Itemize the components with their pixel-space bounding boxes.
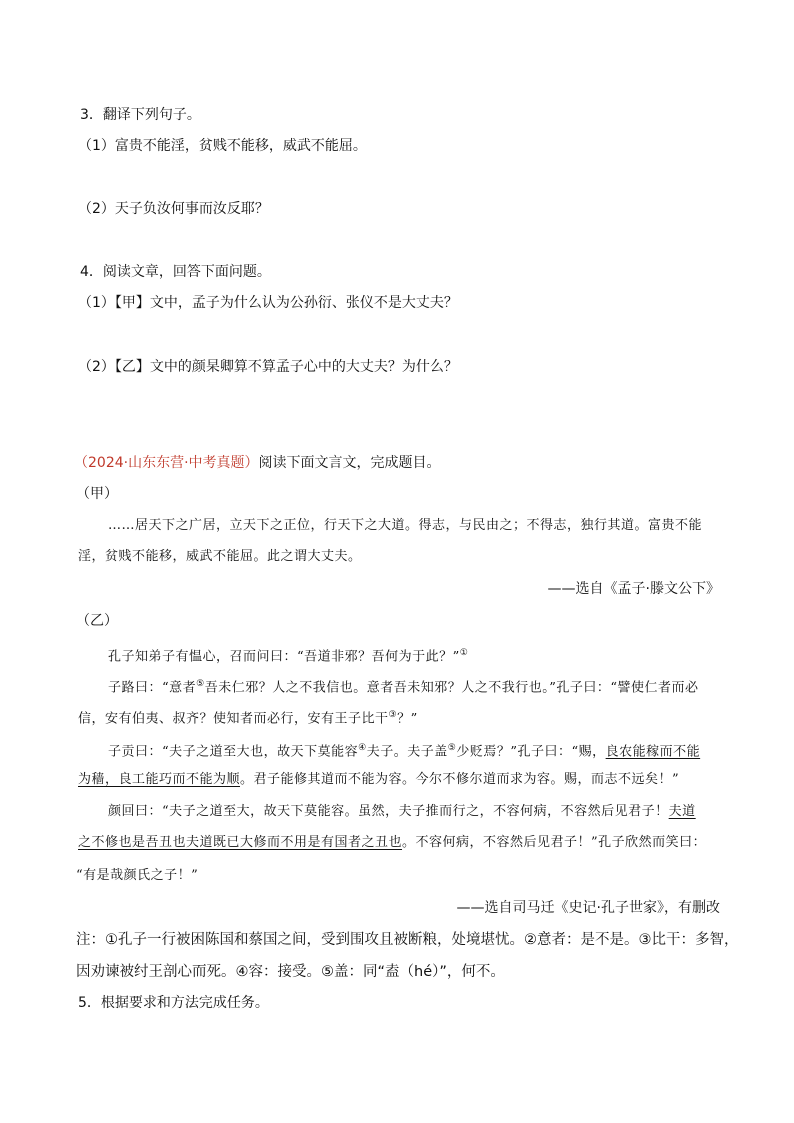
yi-credit: ——选自司马迁《史记·孔子世家》，有删改: [456, 900, 720, 916]
underlined-sentence: 夫道: [668, 804, 696, 819]
yi-line-6: [108, 803, 696, 821]
jia-line-1: ……居天下之广居，立天下之正位，行天下之大道。得志，与民由之；不得志，独行其道。富贵不能: [108, 518, 703, 533]
yi-label: （乙）: [76, 613, 118, 629]
yi-line-3-text-a: 信，安有伯夷、叔齐？使知者而必行，安有王子比干: [78, 711, 389, 727]
yi-line-4: [108, 739, 700, 761]
passage-intro: [74, 454, 441, 472]
jia-line-2: 淫，贫贱不能移，威武不能屈。此之谓大丈夫。: [78, 549, 362, 564]
notes-line-2: 因劝谏被纣王剖心而死。④容：接受。⑤盖：同“盍（hé）”，何不。: [76, 964, 505, 980]
passage-instruction: 阅读下面文言文，完成题目。: [258, 455, 441, 471]
yi-line-5-text: 。君子能修其道而不能为容。今尔不修尔道而求为容。赐，而志不远矣！”: [240, 772, 680, 787]
yi-line-3: [78, 706, 418, 728]
yi-line-7-text: 。不容何病，不容然后见君子！”孔子欣然而笑曰：: [402, 835, 707, 850]
jia-label: （甲）: [76, 486, 118, 502]
yi-line-2-text-b: 吾未仁邪？人之不我信也。意者吾未知邪？人之不我行也。”孔子曰：“譬使仁者而必: [204, 680, 699, 696]
q4-title: 4．阅读文章，回答下面问题。: [80, 264, 271, 280]
notes-line-1: 注：①孔子一行被困陈国和蔡国之间，受到围攻且被断粮，处境堪忧。②意者：是不是。③比干：多智，: [76, 932, 739, 948]
yi-line-1-text: 孔子知弟子有愠心，召而问曰：“吾道非邪？吾何为于此？”: [108, 649, 460, 665]
q3-sentence-1: （1）富贵不能淫，贫贱不能移，威武不能屈。: [78, 138, 367, 154]
q4-question-2: （2）【乙】文中的颜杲卿算不算孟子心中的大丈夫？为什么？: [78, 359, 458, 375]
yi-line-8: “有是哉颜氏之子！”: [76, 868, 199, 883]
yi-line-4-text-a: 子贡曰：“夫子之道至大也，故天下莫能容: [108, 744, 359, 760]
yi-line-1: [108, 644, 468, 666]
footnote-marker: ⑤: [196, 679, 205, 689]
yi-line-6-text: 颜回曰：“夫子之道至大，故天下莫能容。虽然，夫子推而行之，不容何病，不容然后见君子！: [108, 804, 669, 819]
footnote-marker: ①: [459, 648, 469, 658]
q3-sentence-2: （2）天子负汝何事而汝反耶？: [78, 201, 269, 217]
jia-credit: ——选自《孟子·滕文公下》: [547, 581, 720, 597]
yi-line-4-text-b: 夫子。夫子盖: [366, 744, 448, 760]
yi-line-2: [108, 675, 699, 697]
yi-line-5: [78, 771, 679, 789]
footnote-marker: ④: [358, 743, 367, 753]
q5-title: 5．根据要求和方法完成任务。: [78, 995, 269, 1011]
underlined-sentence: 良农能稼而不能: [605, 744, 701, 760]
yi-line-3-text-b: ？”: [397, 711, 418, 727]
yi-line-7: [78, 834, 706, 852]
yi-line-4-text-c: 少贬焉？”孔子曰：“赐，: [456, 744, 606, 760]
q3-title: 3．翻译下列句子。: [80, 107, 201, 123]
underlined-sentence: 之不修也是吾丑也夫道既已大修而不用是有国者之丑也: [78, 835, 403, 850]
yi-line-2-text-a: 子路曰：“意者: [108, 680, 197, 696]
q4-question-1: （1）【甲】文中，孟子为什么认为公孙衍、张仪不是大丈夫？: [78, 295, 458, 311]
source-tag: （2024·山东东营·中考真题）: [74, 455, 259, 471]
footnote-marker: ③: [388, 710, 398, 720]
underlined-sentence: 为穑，良工能巧而不能为顺: [78, 772, 241, 787]
footnote-marker: ⑤: [447, 743, 457, 753]
